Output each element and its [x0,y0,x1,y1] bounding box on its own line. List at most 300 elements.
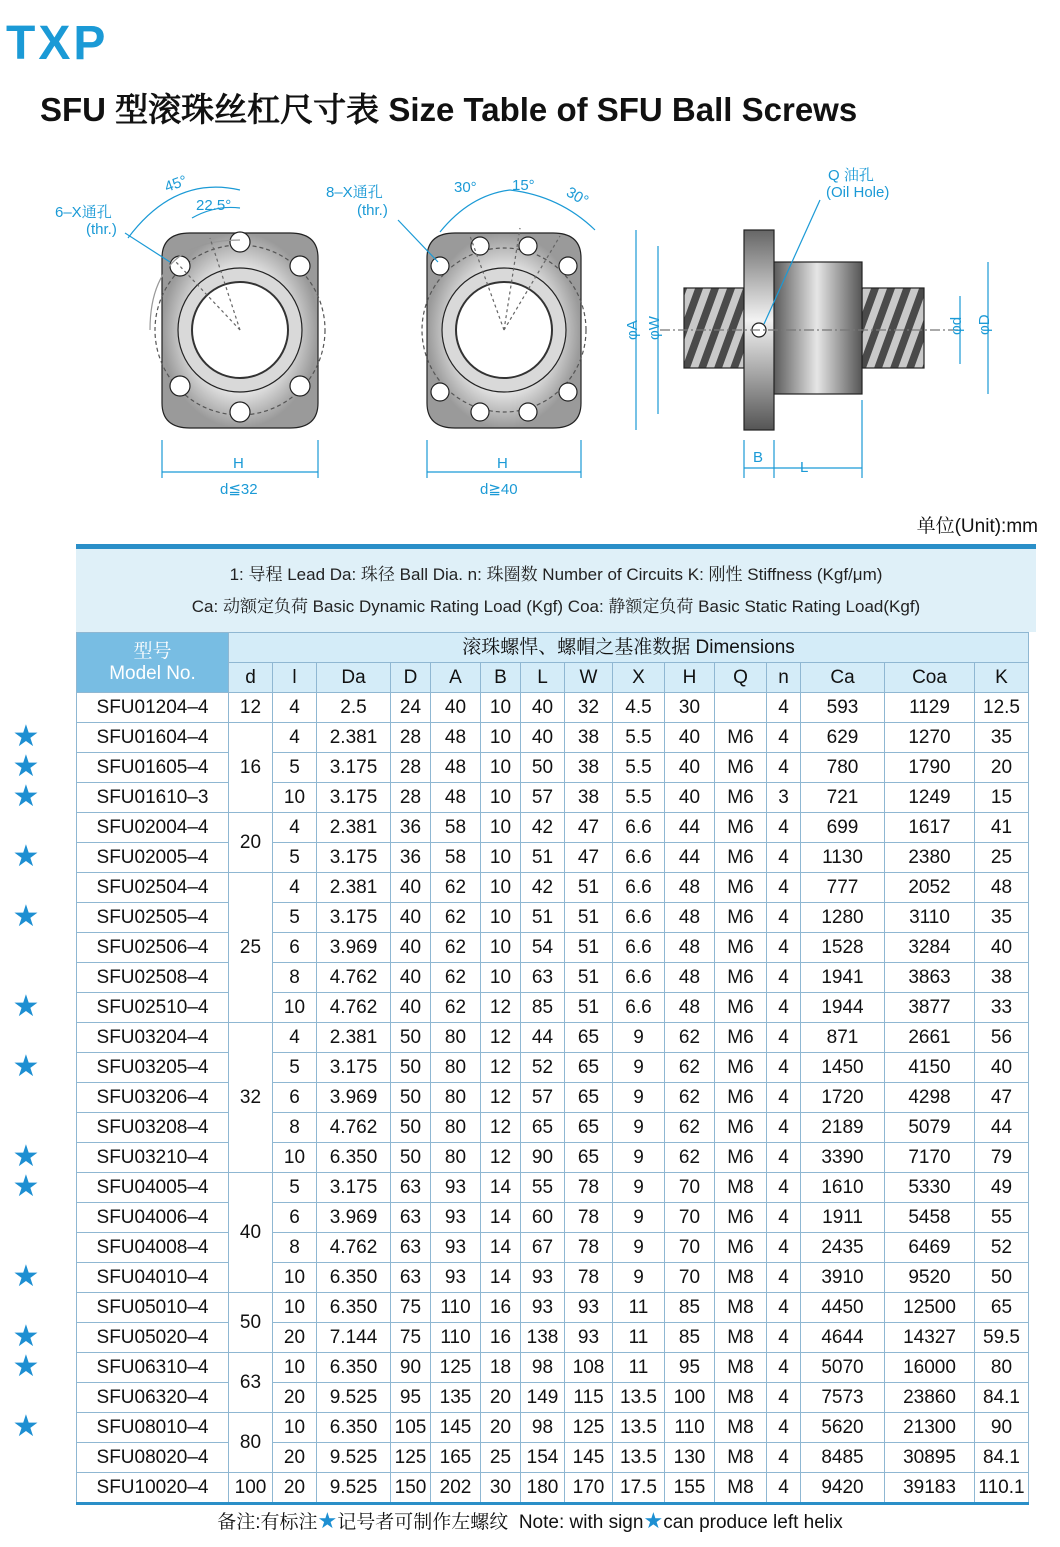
cell-a: 80 [431,1083,481,1113]
cell-w: 78 [565,1173,613,1203]
cell-h: 40 [665,723,715,753]
cell-b: 14 [481,1203,521,1233]
cell-w: 145 [565,1443,613,1473]
cell-l: 8 [273,963,317,993]
cell-l: 10 [273,993,317,1023]
star-icon: ★ [12,1049,40,1083]
cell-ca: 9420 [801,1473,885,1504]
cell-w: 78 [565,1203,613,1233]
cell-x: 6.6 [613,933,665,963]
side-view-drawing [636,200,988,478]
table-row [77,873,1029,903]
cell-l: 51 [521,843,565,873]
column-header-ca: Ca [801,663,885,693]
cell-k: 44 [975,1113,1029,1143]
cell-ca: 1941 [801,963,885,993]
cell-d: 95 [391,1383,431,1413]
cell-da: 2.5 [317,693,391,723]
cell-coa: 21300 [885,1413,975,1443]
column-header-d: d [229,663,273,693]
cell-w: 32 [565,693,613,723]
star-icon: ★ [12,1259,40,1293]
table-row [77,993,1029,1023]
model-cell: SFU03210–4 [77,1143,229,1173]
cell-x: 9 [613,1173,665,1203]
flange-drawing-small [125,187,325,478]
cell-k: 79 [975,1143,1029,1173]
cell-da: 3.969 [317,1083,391,1113]
cell-q [715,693,767,723]
star-icon: ★ [12,1319,40,1353]
cell-b: 14 [481,1263,521,1293]
table-row [77,753,1029,783]
star-icon: ★ [643,1508,664,1533]
cell-q: M8 [715,1353,767,1383]
cell-d: 50 [391,1143,431,1173]
cell-ca: 3390 [801,1143,885,1173]
cell-coa: 5330 [885,1173,975,1203]
cell-n: 4 [767,963,801,993]
cell-x: 9 [613,1233,665,1263]
cell-coa: 14327 [885,1323,975,1353]
cell-b: 12 [481,1113,521,1143]
dim-label-w: φW [646,316,663,340]
cell-q: M6 [715,1023,767,1053]
cell-h: 44 [665,813,715,843]
cell-a: 165 [431,1443,481,1473]
cell-w: 93 [565,1323,613,1353]
table-row [77,1233,1029,1263]
cell-b: 10 [481,813,521,843]
cell-da: 4.762 [317,993,391,1023]
cell-n: 4 [767,1143,801,1173]
cell-x: 11 [613,1323,665,1353]
cell-a: 48 [431,723,481,753]
model-header-en: Model No. [109,662,196,684]
dim-label-b: B [753,449,764,466]
d-cell: 40 [229,1173,273,1293]
cell-n: 4 [767,693,801,723]
angle-label-30a: 30° [454,179,477,196]
cell-a: 62 [431,963,481,993]
d-cell: 25 [229,873,273,1023]
cell-ca: 7573 [801,1383,885,1413]
cell-coa: 1790 [885,753,975,783]
cell-b: 14 [481,1233,521,1263]
cell-da: 9.525 [317,1473,391,1504]
table-row [77,1323,1029,1353]
h-label-small: H [233,455,244,472]
cell-n: 4 [767,843,801,873]
cell-k: 80 [975,1353,1029,1383]
cell-d: 28 [391,783,431,813]
cell-q: M6 [715,1233,767,1263]
cell-coa: 7170 [885,1143,975,1173]
cell-ca: 4644 [801,1323,885,1353]
cell-a: 93 [431,1233,481,1263]
cell-h: 62 [665,1023,715,1053]
cell-k: 40 [975,933,1029,963]
cell-ca: 1450 [801,1053,885,1083]
cell-da: 4.762 [317,1113,391,1143]
cell-b: 12 [481,1053,521,1083]
table-row [77,843,1029,873]
cell-ca: 629 [801,723,885,753]
table-row [77,1023,1029,1053]
cell-coa: 30895 [885,1443,975,1473]
cell-n: 4 [767,933,801,963]
column-header-k: K [975,663,1029,693]
cell-da: 6.350 [317,1263,391,1293]
cell-a: 80 [431,1143,481,1173]
cell-a: 80 [431,1053,481,1083]
cell-b: 16 [481,1293,521,1323]
cell-n: 4 [767,1323,801,1353]
cell-coa: 9520 [885,1263,975,1293]
dim-label-l: L [800,459,809,476]
cell-n: 4 [767,753,801,783]
column-header-x: X [613,663,665,693]
column-header-h: H [665,663,715,693]
cell-n: 4 [767,1383,801,1413]
cell-a: 110 [431,1323,481,1353]
cell-coa: 3284 [885,933,975,963]
cell-b: 10 [481,693,521,723]
cell-k: 59.5 [975,1323,1029,1353]
cell-da: 6.350 [317,1353,391,1383]
cell-w: 78 [565,1233,613,1263]
cell-h: 62 [665,1143,715,1173]
cell-h: 62 [665,1053,715,1083]
cell-d: 36 [391,843,431,873]
cell-x: 6.6 [613,843,665,873]
hole-label-6x-en: (thr.) [86,221,117,238]
cell-w: 51 [565,993,613,1023]
cell-l: 98 [521,1353,565,1383]
model-cell: SFU03204–4 [77,1023,229,1053]
cell-w: 125 [565,1413,613,1443]
d-cell: 12 [229,693,273,723]
cell-d: 40 [391,993,431,1023]
cell-a: 145 [431,1413,481,1443]
cell-k: 49 [975,1173,1029,1203]
cell-ca: 1528 [801,933,885,963]
cell-coa: 23860 [885,1383,975,1413]
cell-x: 9 [613,1053,665,1083]
cell-w: 170 [565,1473,613,1504]
cell-coa: 5458 [885,1203,975,1233]
table-row [77,1443,1029,1473]
brand-logo: TXP [6,17,109,70]
cell-ca: 2435 [801,1233,885,1263]
cell-x: 5.5 [613,753,665,783]
cell-k: 33 [975,993,1029,1023]
cell-l: 8 [273,1233,317,1263]
cell-k: 50 [975,1263,1029,1293]
cell-ca: 777 [801,873,885,903]
hole-label-8x: 8–X通孔 [326,184,383,201]
cell-d: 75 [391,1293,431,1323]
d-cell: 32 [229,1023,273,1173]
cell-q: M6 [715,813,767,843]
d-cell: 63 [229,1353,273,1413]
cell-k: 52 [975,1233,1029,1263]
cell-da: 4.762 [317,1233,391,1263]
cell-h: 62 [665,1083,715,1113]
footer-note [0,1508,1060,1536]
cell-coa: 6469 [885,1233,975,1263]
oil-hole-label: Q 油孔 [828,167,874,184]
cell-x: 9 [613,1083,665,1113]
cell-ca: 1130 [801,843,885,873]
cell-b: 10 [481,963,521,993]
cell-b: 20 [481,1383,521,1413]
cell-x: 6.6 [613,963,665,993]
cell-w: 38 [565,783,613,813]
cell-b: 12 [481,1143,521,1173]
cell-b: 10 [481,933,521,963]
cell-a: 62 [431,933,481,963]
star-icon: ★ [12,1409,40,1443]
cell-l: 154 [521,1443,565,1473]
cell-h: 48 [665,903,715,933]
cell-k: 84.1 [975,1383,1029,1413]
cell-da: 2.381 [317,723,391,753]
cell-l: 4 [273,1023,317,1053]
cell-d: 36 [391,813,431,843]
cell-a: 93 [431,1263,481,1293]
cell-h: 44 [665,843,715,873]
model-cell: SFU02506–4 [77,933,229,963]
cell-d: 63 [391,1233,431,1263]
cell-l: 20 [273,1473,317,1504]
angle-label-45: 45° [162,172,190,196]
cell-d: 50 [391,1053,431,1083]
cell-q: M8 [715,1413,767,1443]
cell-l: 10 [273,1293,317,1323]
cell-a: 110 [431,1293,481,1323]
cell-h: 70 [665,1263,715,1293]
cell-k: 65 [975,1293,1029,1323]
star-icon: ★ [12,1169,40,1203]
column-header-l-upper: L [521,663,565,693]
cell-k: 12.5 [975,693,1029,723]
cell-l: 180 [521,1473,565,1504]
oil-hole-label-en: (Oil Hole) [826,184,890,201]
star-icon: ★ [12,989,40,1023]
cell-da: 3.969 [317,933,391,963]
cell-n: 4 [767,903,801,933]
cell-n: 4 [767,1293,801,1323]
column-header-l: l [273,663,317,693]
table-row [77,693,1029,723]
footer-note-cn-a: 备注:有标注 [217,1512,318,1533]
cell-da: 9.525 [317,1383,391,1413]
cell-w: 65 [565,1053,613,1083]
cell-a: 125 [431,1353,481,1383]
table-row [77,1473,1029,1504]
cell-x: 9 [613,1143,665,1173]
cell-ca: 5620 [801,1413,885,1443]
cell-l: 63 [521,963,565,993]
cell-l: 4 [273,693,317,723]
cell-l: 51 [521,903,565,933]
cell-q: M6 [715,993,767,1023]
cell-a: 62 [431,993,481,1023]
footer-note-en-b: can produce left helix [663,1512,843,1533]
cell-q: M8 [715,1263,767,1293]
cell-d: 40 [391,873,431,903]
cell-l: 4 [273,723,317,753]
column-header-a: A [431,663,481,693]
model-cell: SFU10020–4 [77,1473,229,1504]
cell-x: 13.5 [613,1443,665,1473]
cell-n: 4 [767,1443,801,1473]
cell-b: 14 [481,1173,521,1203]
model-cell: SFU04005–4 [77,1173,229,1203]
cell-k: 56 [975,1023,1029,1053]
cell-h: 95 [665,1353,715,1383]
star-icon: ★ [12,1139,40,1173]
cell-da: 3.175 [317,1173,391,1203]
legend-line-1: 1: 导程 Lead Da: 珠径 Ball Dia. n: 珠圈数 Number of Circuits K: 刚性 Stiffness (Kgf/μm) [229,565,883,584]
cell-q: M8 [715,1293,767,1323]
cell-coa: 2661 [885,1023,975,1053]
h-label-large: H [497,455,508,472]
cell-h: 48 [665,963,715,993]
cell-q: M8 [715,1173,767,1203]
cell-d: 28 [391,753,431,783]
cell-l: 44 [521,1023,565,1053]
cell-coa: 1129 [885,693,975,723]
angle-label-15: 15° [512,177,535,194]
cell-coa: 3110 [885,903,975,933]
model-header [77,633,229,693]
cell-q: M6 [715,783,767,813]
footer-note-cn-b: 记号者可制作左螺纹 [337,1512,509,1533]
model-cell: SFU06320–4 [77,1383,229,1413]
table-row [77,1143,1029,1173]
model-cell: SFU02004–4 [77,813,229,843]
cell-a: 62 [431,873,481,903]
cell-coa: 4150 [885,1053,975,1083]
d-cell: 80 [229,1413,273,1473]
cell-w: 108 [565,1353,613,1383]
cell-b: 25 [481,1443,521,1473]
table-row [77,813,1029,843]
cell-q: M8 [715,1473,767,1504]
cond-label-small: d≦32 [220,481,258,498]
model-cell: SFU08020–4 [77,1443,229,1473]
size-table [76,632,1029,1505]
cell-q: M6 [715,843,767,873]
cell-l: 5 [273,903,317,933]
cell-w: 51 [565,903,613,933]
cell-l: 65 [521,1113,565,1143]
star-icon: ★ [12,839,40,873]
cell-h: 110 [665,1413,715,1443]
cell-l: 57 [521,783,565,813]
cell-w: 47 [565,843,613,873]
cell-ca: 593 [801,693,885,723]
cell-coa: 39183 [885,1473,975,1504]
table-row [77,963,1029,993]
cell-coa: 3863 [885,963,975,993]
cell-b: 20 [481,1413,521,1443]
legend-box [76,544,1036,632]
cell-h: 48 [665,993,715,1023]
cell-x: 9 [613,1023,665,1053]
cell-n: 4 [767,1053,801,1083]
cell-n: 4 [767,1353,801,1383]
cell-l: 93 [521,1293,565,1323]
cell-h: 155 [665,1473,715,1504]
cell-n: 4 [767,1113,801,1143]
column-header-n: n [767,663,801,693]
cell-coa: 12500 [885,1293,975,1323]
column-header-q: Q [715,663,767,693]
cell-ca: 871 [801,1023,885,1053]
cell-l: 10 [273,783,317,813]
column-header-b: B [481,663,521,693]
table-row [77,1353,1029,1383]
star-icon: ★ [317,1508,338,1533]
column-header-coa: Coa [885,663,975,693]
star-icon: ★ [12,899,40,933]
table-row [77,783,1029,813]
model-cell: SFU03206–4 [77,1083,229,1113]
cell-d: 24 [391,693,431,723]
cell-k: 47 [975,1083,1029,1113]
cell-a: 48 [431,753,481,783]
model-cell: SFU02505–4 [77,903,229,933]
cell-coa: 5079 [885,1113,975,1143]
cell-d: 63 [391,1173,431,1203]
table-row [77,1113,1029,1143]
cell-da: 3.175 [317,1053,391,1083]
table-row [77,1383,1029,1413]
model-cell: SFU04010–4 [77,1263,229,1293]
cell-l: 50 [521,753,565,783]
cell-l: 149 [521,1383,565,1413]
cell-a: 93 [431,1173,481,1203]
cell-b: 10 [481,873,521,903]
cell-w: 65 [565,1083,613,1113]
cell-x: 9 [613,1203,665,1233]
cell-d: 105 [391,1413,431,1443]
cell-q: M6 [715,1203,767,1233]
model-cell: SFU02508–4 [77,963,229,993]
cell-l: 5 [273,753,317,783]
cell-d: 125 [391,1443,431,1473]
cell-da: 2.381 [317,873,391,903]
table-row [77,903,1029,933]
cell-da: 7.144 [317,1323,391,1353]
cell-x: 13.5 [613,1413,665,1443]
star-icon: ★ [12,749,40,783]
cell-l: 40 [521,723,565,753]
d-cell: 50 [229,1293,273,1353]
cell-n: 4 [767,1263,801,1293]
d-cell: 20 [229,813,273,873]
cell-w: 51 [565,873,613,903]
cell-q: M8 [715,1383,767,1413]
cell-a: 40 [431,693,481,723]
cell-l: 85 [521,993,565,1023]
cell-d: 40 [391,963,431,993]
table-row [77,933,1029,963]
cond-label-large: d≧40 [480,481,518,498]
